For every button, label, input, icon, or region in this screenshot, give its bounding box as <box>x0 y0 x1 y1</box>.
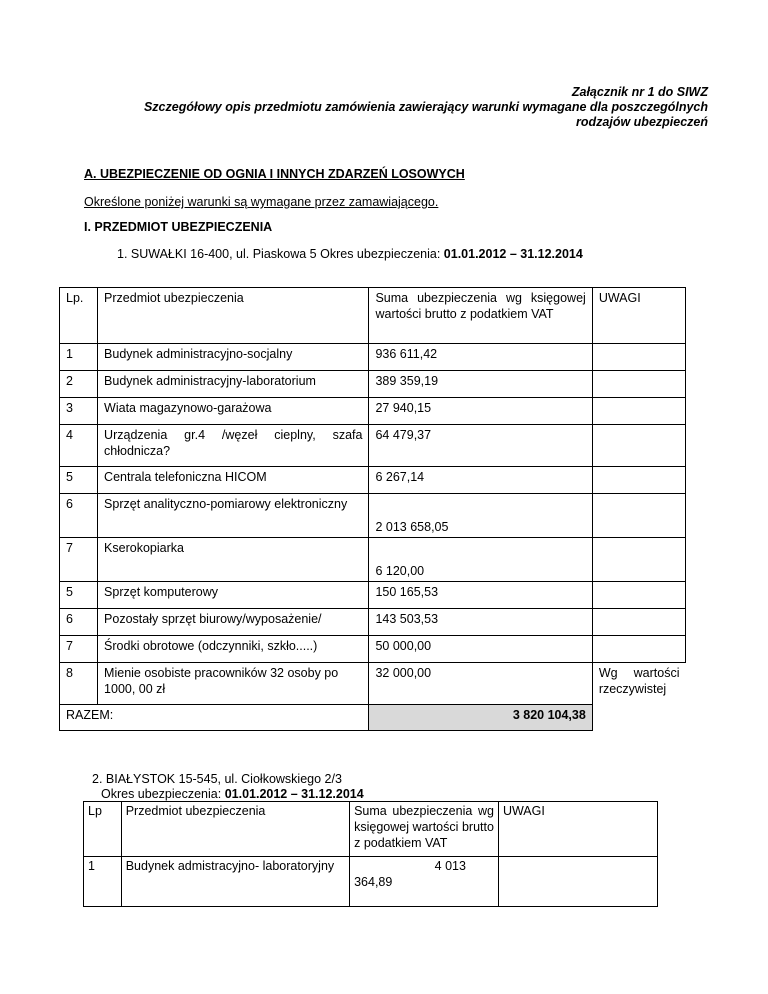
row-lp: 2 <box>60 371 98 398</box>
table-row <box>60 663 686 705</box>
row-item: Centrala telefoniczna HICOM <box>98 467 369 494</box>
row-remarks <box>592 609 685 636</box>
row-lp: 1 <box>84 857 122 907</box>
table-row <box>60 425 686 467</box>
row-sum: 64 479,37 <box>369 425 592 467</box>
table-row <box>60 609 686 636</box>
header-sum: Suma ubezpieczenia wg księgowej wartości brutto z podatkiem VAT <box>369 288 592 344</box>
location-1 <box>117 247 583 261</box>
row-item: Środki obrotowe (odczynniki, szkło.....) <box>98 636 369 663</box>
row-sum: 389 359,19 <box>369 371 592 398</box>
header-lp: Lp. <box>60 288 98 344</box>
total-remarks-empty <box>592 705 685 731</box>
row-lp: 5 <box>60 467 98 494</box>
row-item: Kserokopiarka <box>98 538 369 582</box>
location-1-text: 1. SUWAŁKI 16-400, ul. Piaskowa 5 Okres ubezpieczenia: <box>117 247 444 261</box>
table-row <box>60 582 686 609</box>
table-header-row <box>84 802 658 857</box>
row-lp: 4 <box>60 425 98 467</box>
table-total-row <box>60 705 686 731</box>
row-lp: 1 <box>60 344 98 371</box>
row-sum: 143 503,53 <box>369 609 592 636</box>
insurance-table-1 <box>59 287 686 731</box>
row-remarks <box>592 467 685 494</box>
row-sum: 6 267,14 <box>369 467 592 494</box>
row-lp: 5 <box>60 582 98 609</box>
row-remarks <box>592 344 685 371</box>
table-row <box>60 398 686 425</box>
row-remarks <box>592 582 685 609</box>
row-sum: 6 120,00 <box>369 538 592 582</box>
section-a-note: Określone poniżej warunki są wymagane przez zamawiającego. <box>84 195 439 209</box>
row-remarks <box>592 371 685 398</box>
document-header <box>144 85 708 130</box>
row-remarks <box>592 538 685 582</box>
row-sum: 50 000,00 <box>369 636 592 663</box>
row-lp: 6 <box>60 609 98 636</box>
row-sum: 27 940,15 <box>369 398 592 425</box>
row-item: Wiata magazynowo-garażowa <box>98 398 369 425</box>
header-item: Przedmiot ubezpieczenia <box>121 802 349 857</box>
location-2-period: 01.01.2012 – 31.12.2014 <box>224 787 364 801</box>
location-1-period: 01.01.2012 – 31.12.2014 <box>443 247 583 261</box>
insurance-table-2 <box>83 801 658 907</box>
row-lp: 6 <box>60 494 98 538</box>
row-sum: 32 000,00 <box>369 663 592 705</box>
header-line-2: Szczegółowy opis przedmiotu zamówienia zawierający warunki wymagane dla poszczególnych <box>143 100 708 114</box>
row-item: Mienie osobiste pracowników 32 osoby po 1000, 00 zł <box>98 663 369 705</box>
section-subtitle: I. PRZEDMIOT UBEZPIECZENIA <box>84 220 273 234</box>
row-sum-part2: 364,89 <box>354 875 393 889</box>
row-remarks <box>592 636 685 663</box>
row-sum: 936 611,42 <box>369 344 592 371</box>
row-item: Urządzenia gr.4 /węzeł cieplny, szafa chłodnicza? <box>98 425 369 467</box>
total-label: RAZEM: <box>60 705 369 731</box>
row-lp: 7 <box>60 538 98 582</box>
table-row <box>60 344 686 371</box>
header-item: Przedmiot ubezpieczenia <box>98 288 369 344</box>
table-row <box>60 467 686 494</box>
header-remarks: UWAGI <box>592 288 685 344</box>
table-header-row <box>60 288 686 344</box>
row-remarks: Wg wartości rzeczywistej <box>598 666 680 696</box>
header-line-1: Załącznik nr 1 do SIWZ <box>571 85 708 99</box>
total-value: 3 820 104,38 <box>369 705 592 731</box>
location-2-period-label: Okres ubezpieczenia: <box>101 787 225 801</box>
row-item: Budynek administracyjno-socjalny <box>98 344 369 371</box>
row-remarks <box>592 398 685 425</box>
table-row <box>84 857 658 907</box>
table-row <box>60 494 686 538</box>
table-row <box>60 371 686 398</box>
row-lp: 8 <box>60 663 98 705</box>
row-item: Sprzęt komputerowy <box>98 582 369 609</box>
row-remarks <box>592 425 685 467</box>
row-remarks <box>592 494 685 538</box>
row-sum: 150 165,53 <box>369 582 592 609</box>
row-item: Pozostały sprzęt biurowy/wyposażenie/ <box>98 609 369 636</box>
table-row <box>60 538 686 582</box>
header-sum: Suma ubezpieczenia wg księgowej wartości brutto z podatkiem VAT <box>350 802 499 857</box>
row-sum-part1: 4 013 <box>434 859 466 873</box>
row-lp: 7 <box>60 636 98 663</box>
header-remarks: UWAGI <box>498 802 657 857</box>
row-item: Budynek administracyjny-laboratorium <box>98 371 369 398</box>
header-lp: Lp <box>84 802 122 857</box>
table-row <box>60 636 686 663</box>
row-lp: 3 <box>60 398 98 425</box>
row-sum: 2 013 658,05 <box>369 494 592 538</box>
row-item: Sprzęt analityczno-pomiarowy elektroniczny <box>98 494 369 538</box>
header-line-3: rodzajów ubezpieczeń <box>576 115 708 129</box>
row-remarks <box>498 857 657 907</box>
location-2: 2. BIAŁYSTOK 15-545, ul. Ciołkowskiego 2/3 <box>92 772 342 786</box>
section-a-title: A. UBEZPIECZENIE OD OGNIA I INNYCH ZDARZEŃ LOSOWYCH <box>84 167 465 181</box>
location-2-period-line <box>101 787 364 801</box>
row-sum <box>350 857 499 907</box>
row-item: Budynek admistracyjno- laboratoryjny <box>121 857 349 907</box>
